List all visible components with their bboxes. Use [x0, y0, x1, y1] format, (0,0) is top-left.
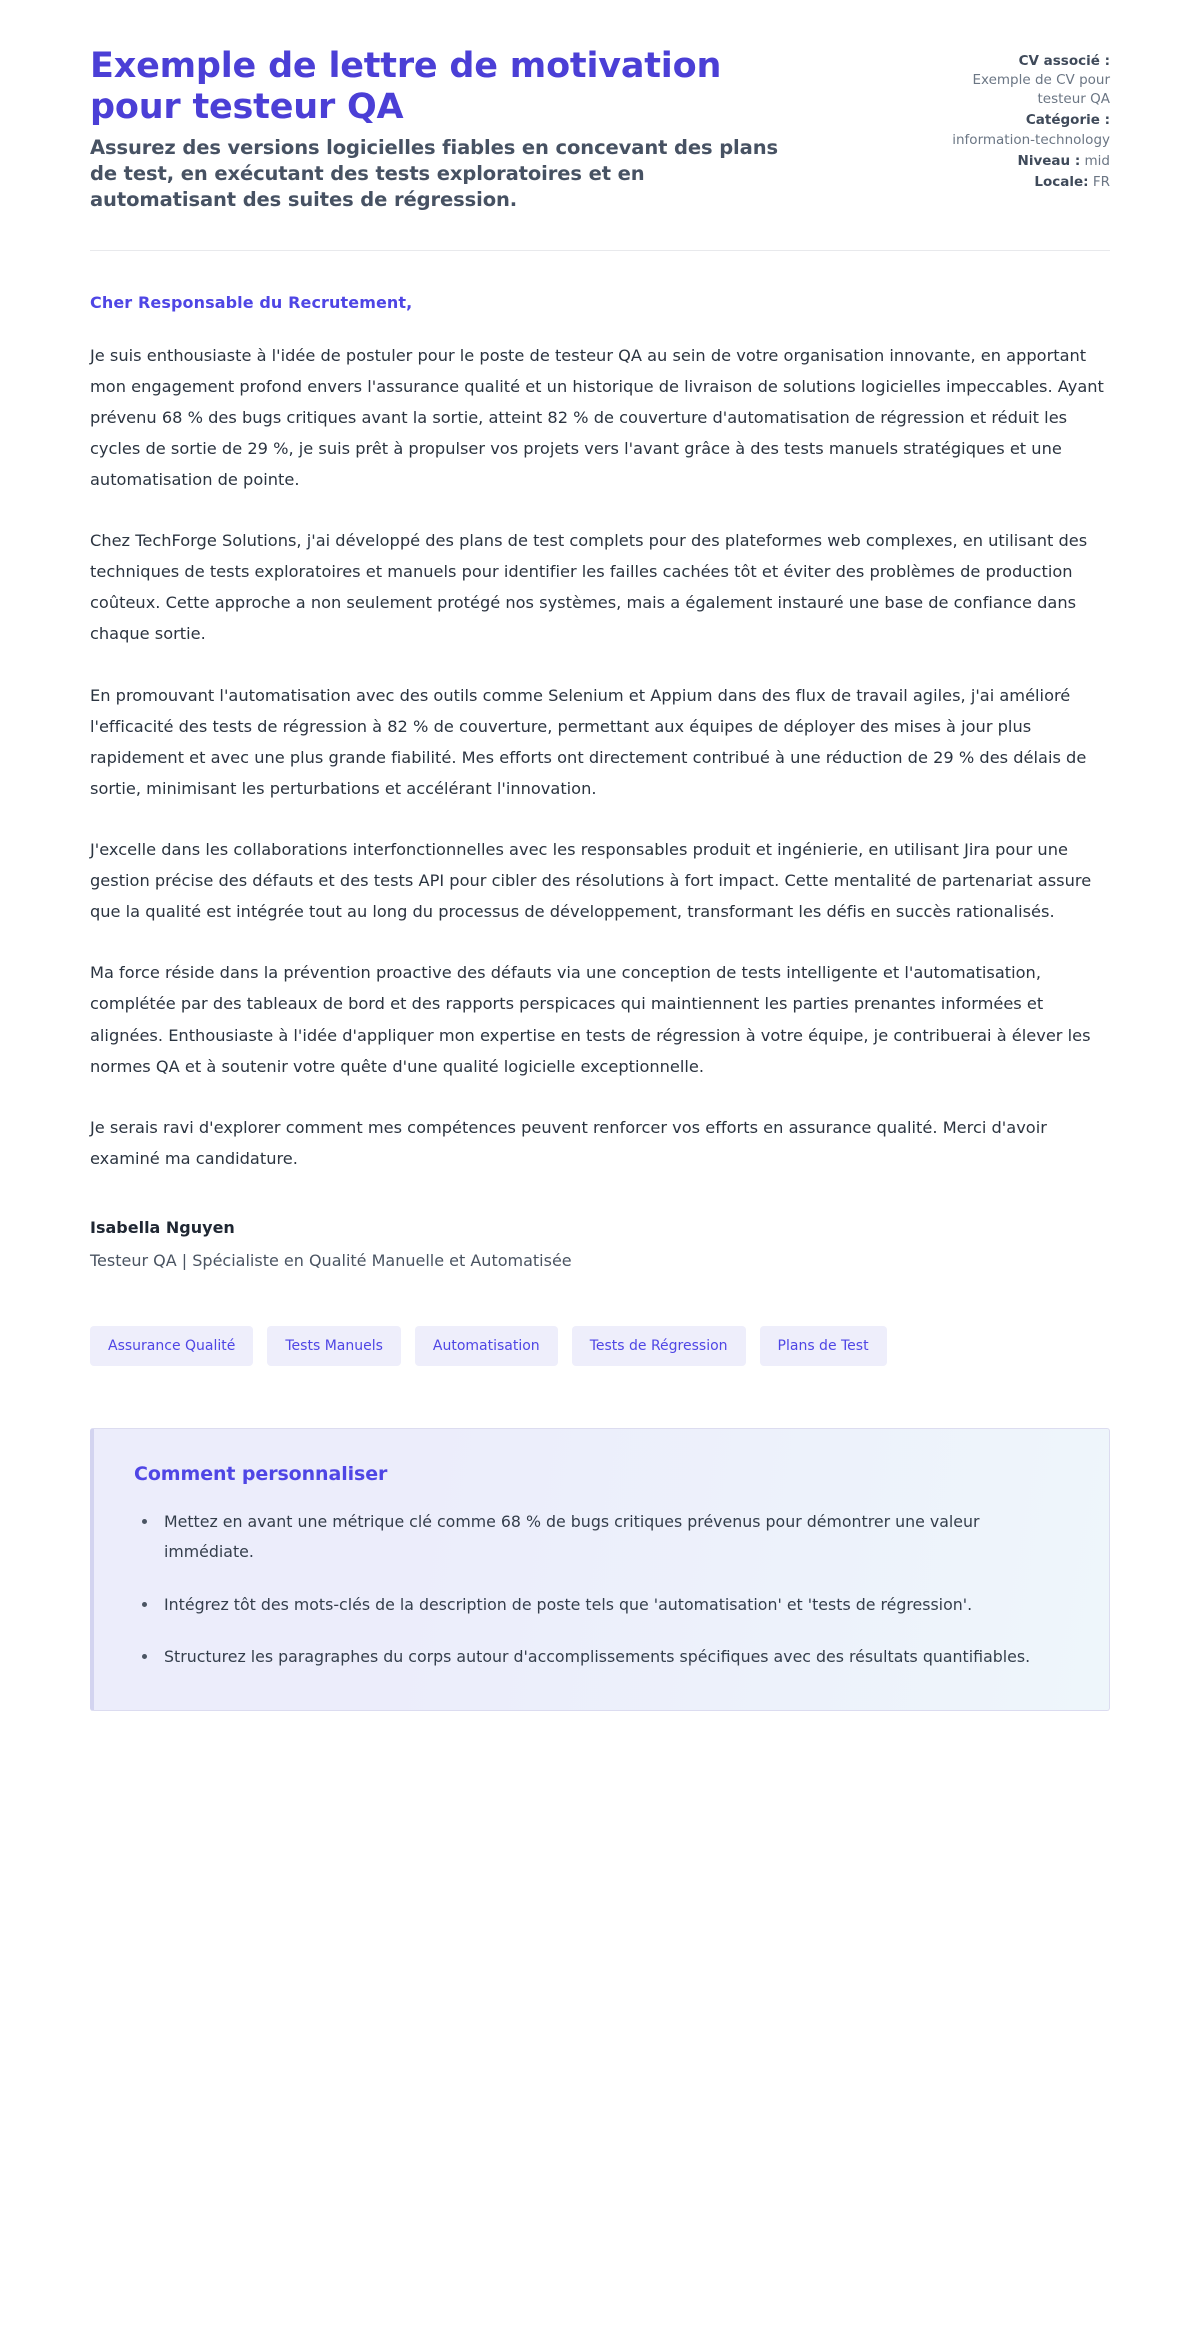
signature-role: Testeur QA | Spécialiste en Qualité Manuelle et Automatisée [90, 1250, 572, 1270]
meta-category-label: Catégorie : [1025, 112, 1110, 129]
tag-chip[interactable]: Assurance Qualité [90, 1326, 253, 1366]
meta-locale-label: Locale: [1034, 173, 1089, 190]
tag-chip[interactable]: Plans de Test [760, 1326, 887, 1366]
page-subtitle: Assurez des versions logicielles fiables en concevant des plans de test, en exécutant des tests exploratoires et en automatisant des suites de régression. [90, 136, 778, 212]
tag-list [90, 1326, 1110, 1366]
callout-list [134, 1507, 1069, 1672]
bullet-icon [142, 1602, 147, 1607]
meta-associated-cv-label: CV associé : [1018, 53, 1110, 69]
meta-locale [930, 173, 1110, 192]
letter-paragraph: Je serais ravi d'explorer comment mes compétences peuvent renforcer vos efforts en assurance qualité. Merci d'avoir examiné ma candidature. [90, 1117, 1047, 1168]
signature-name: Isabella Nguyen [90, 1217, 235, 1237]
meta-category [930, 111, 1110, 149]
page-title: Exemple de lettre de motivation pour testeur QA [90, 46, 722, 127]
meta-category-value: information-technology [952, 131, 1110, 148]
letter-paragraph: Je suis enthousiaste à l'idée de postuler pour le poste de testeur QA au sein de votre organisation innovante, en apportant mon engagement profond envers l'assurance qualité et un historique de livraison de solutions logicielles impeccables. Ayant prévenu 68 % des bugs critiques avant la sortie, atteint 82 % de couverture d'automatisation de régression et réduit les cycles de sortie de 29 %, je suis prêt à propulser vos projets vers l'avant grâce à des tests manuels stratégiques et une automatisation de pointe. [90, 345, 1104, 489]
letter-paragraph: En promouvant l'automatisation avec des outils comme Selenium et Appium dans des flux de travail agiles, j'ai amélioré l'efficacité des tests de régression à 82 % de couverture, permettant aux équipes de déployer des mises à jour plus rapidement et avec une plus grande fiabilité. Mes efforts ont directement contribué à une réduction de 29 % des délais de sortie, minimisant les perturbations et accélérant l'innovation. [90, 685, 1087, 798]
meta-locale-value: FR [1092, 173, 1110, 190]
tag-chip[interactable]: Tests de Régression [572, 1326, 746, 1366]
letter-salutation: Cher Responsable du Recrutement, [90, 292, 413, 312]
page-header [90, 46, 1110, 214]
meta-level [930, 152, 1110, 171]
letter-paragraph: Ma force réside dans la prévention proactive des défauts via une conception de tests intelligente et l'automatisation, complétée par des tableaux de bord et des rapports perspicaces qui maintiennent les parties prenantes informées et alignées. Enthousiaste à l'idée d'appliquer mon expertise en tests de régression à votre équipe, je contribuerai à élever les normes QA et à soutenir votre quête d'une qualité logicielle exceptionnelle. [90, 963, 1091, 1076]
meta-associated-cv-value: Exemple de CV pour testeur QA [972, 72, 1110, 108]
tag-chip[interactable]: Automatisation [415, 1326, 558, 1366]
bullet-icon [142, 1519, 147, 1524]
meta-associated-cv [930, 52, 1110, 109]
letter-paragraph: Chez TechForge Solutions, j'ai développé des plans de test complets pour des plateformes web complexes, en utilisant des techniques de tests exploratoires et manuels pour identifier les failles cachées tôt et éviter des problèmes de production coûteux. Cette approche a non seulement protégé nos systèmes, mais a également instauré une base de confiance dans chaque sortie. [90, 531, 1088, 644]
callout-title: Comment personnaliser [134, 1462, 388, 1485]
header-title-block [90, 46, 790, 214]
callout-list-item [156, 1590, 1069, 1620]
callout-item-text: Intégrez tôt des mots-clés de la description de poste tels que 'automatisation' et 'tests de régression'. [164, 1594, 973, 1614]
meta-level-value: mid [1084, 152, 1110, 169]
letter-signature [90, 1218, 1110, 1270]
tag-chip[interactable]: Tests Manuels [267, 1326, 401, 1366]
content-wrapper [90, 0, 1110, 1711]
callout-list-item [156, 1642, 1069, 1672]
callout-item-text: Mettez en avant une métrique clé comme 68 % de bugs critiques prévenus pour démontrer une valeur immédiate. [164, 1511, 980, 1562]
callout-item-text: Structurez les paragraphes du corps autour d'accomplissements spécifiques avec des résultats quantifiables. [164, 1646, 1031, 1666]
letter-paragraph: J'excelle dans les collaborations interfonctionnelles avec les responsables produit et ingénierie, en utilisant Jira pour une gestion précise des défauts et des tests API pour cibler des résolutions à fort impact. Cette mentalité de partenariat assure que la qualité est intégrée tout au long du processus de développement, transformant les défis en succès rationalisés. [90, 839, 1092, 922]
customization-callout [90, 1428, 1110, 1711]
letter-body [90, 251, 1110, 1270]
metadata-panel [930, 46, 1110, 194]
bullet-icon [142, 1654, 147, 1659]
meta-level-label: Niveau : [1017, 152, 1081, 169]
callout-list-item [156, 1507, 1069, 1568]
